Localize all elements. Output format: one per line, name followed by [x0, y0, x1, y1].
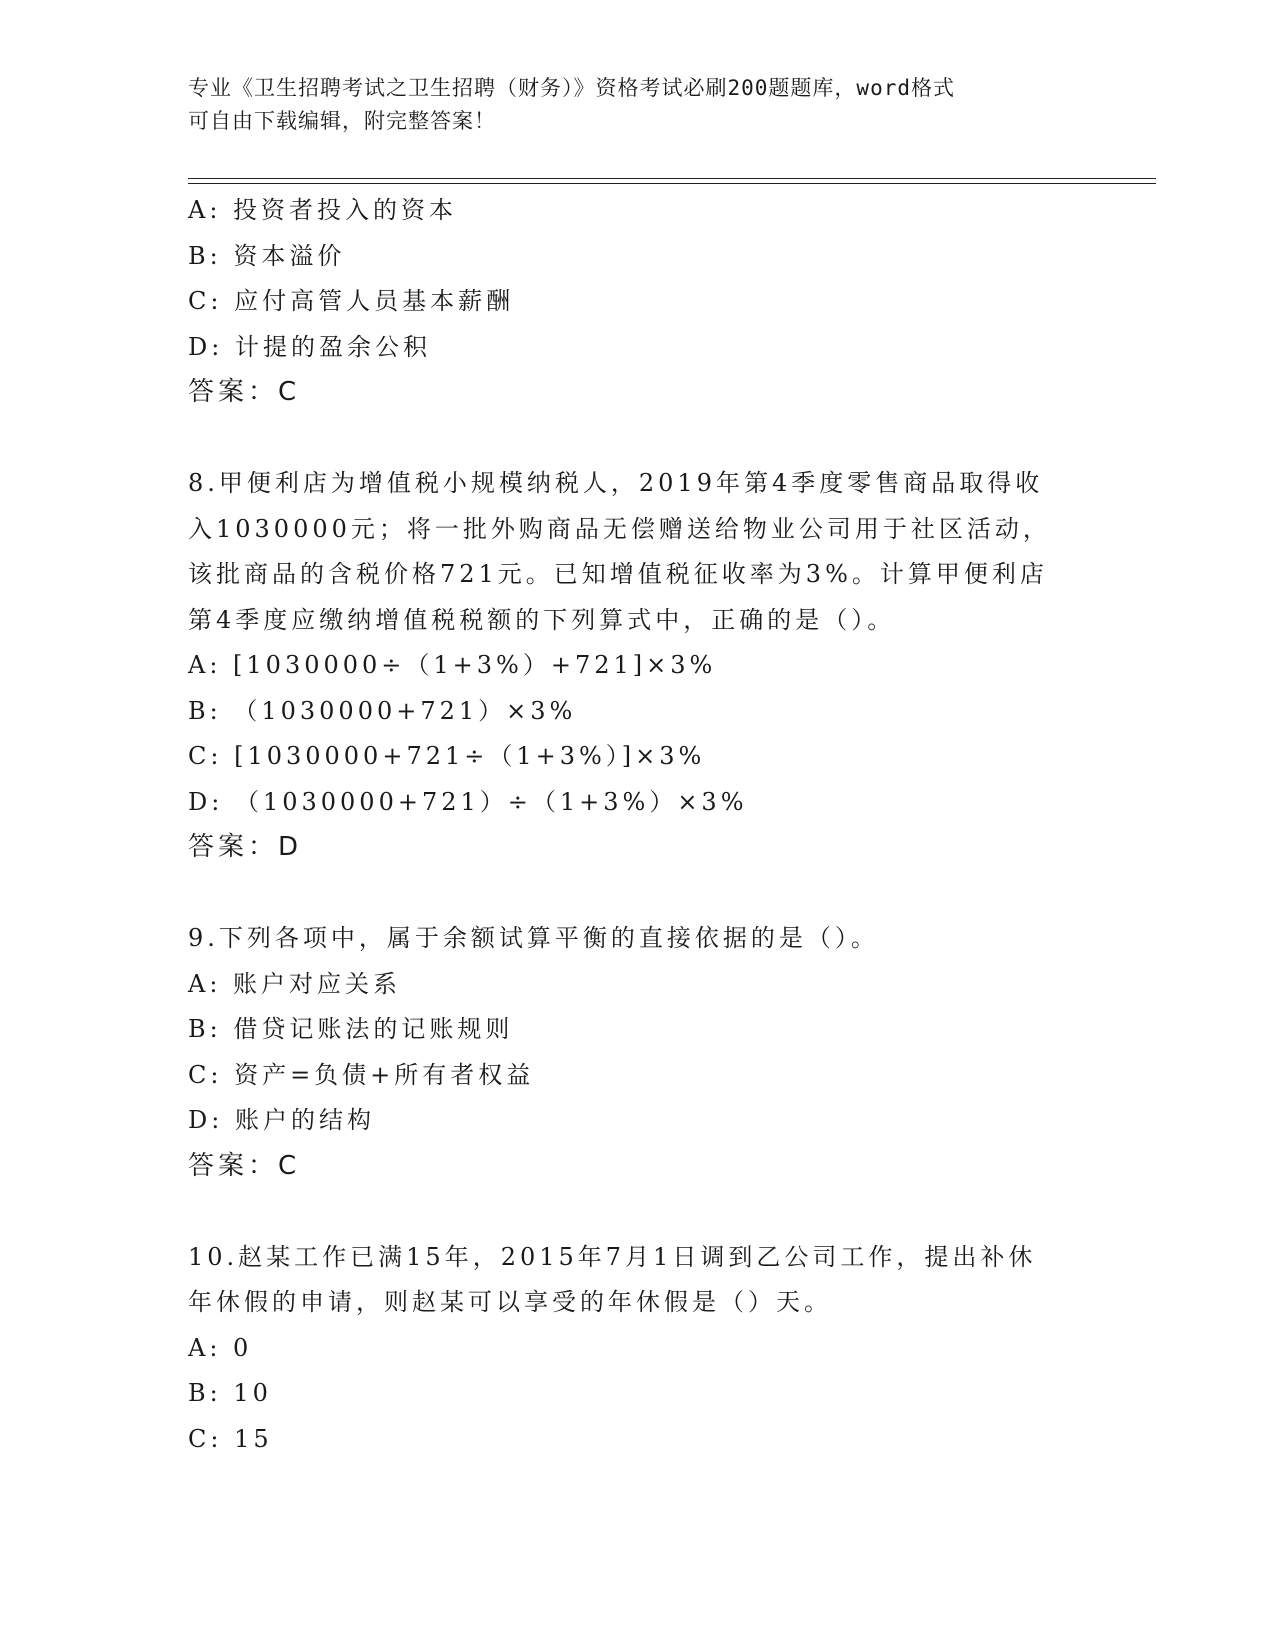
answer: 答案：C	[188, 377, 301, 407]
question-text-line: 该批商品的含税价格721元。已知增值税征收率为3%。计算甲便利店	[188, 560, 1048, 588]
question-7-options	[188, 188, 1088, 416]
option-d: D: （1030000+721）÷（1+3%）×3%	[188, 787, 748, 816]
option-c: C: 15	[188, 1424, 273, 1453]
document-header	[188, 72, 1068, 138]
question-text-line: 9.下列各项中，属于余额试算平衡的直接依据的是（）。	[188, 924, 879, 952]
question-content	[188, 188, 1088, 1462]
question-text-line: 第4季度应缴纳增值税税额的下列算式中，正确的是（）。	[188, 605, 896, 634]
header-divider-bottom	[188, 183, 1156, 184]
option-b: B: （1030000+721）×3%	[188, 696, 577, 725]
question-10	[188, 1235, 1088, 1463]
option-c: C: 资产=负债+所有者权益	[188, 1060, 535, 1089]
header-title-line-1: 专业《卫生招聘考试之卫生招聘（财务）》资格考试必刷200题题库，word格式	[188, 76, 955, 100]
question-text-line: 入1030000元；将一批外购商品无偿赠送给物业公司用于社区活动，	[188, 514, 1051, 543]
header-divider-top	[188, 178, 1156, 179]
option-a: A: 0	[188, 1333, 253, 1362]
option-b: B: 借贷记账法的记账规则	[188, 1015, 514, 1043]
option-a: A: [1030000÷（1+3%）+721]×3%	[188, 651, 717, 679]
option-d: D: 账户的结构	[188, 1106, 375, 1134]
question-8	[188, 461, 1088, 871]
question-text-line: 10.赵某工作已满15年，2015年7月1日调到乙公司工作，提出补休	[188, 1242, 1037, 1271]
option-a: A: 投资者投入的资本	[188, 196, 458, 224]
answer: 答案：C	[188, 1150, 301, 1181]
option-b: B: 资本溢价	[188, 241, 346, 270]
question-text-line: 8.甲便利店为增值税小规模纳税人，2019年第4季度零售商品取得收	[188, 469, 1044, 497]
answer: 答案：D	[188, 832, 303, 862]
question-9	[188, 916, 1088, 1189]
spacer	[188, 416, 1088, 462]
option-a: A: 账户对应关系	[188, 969, 402, 998]
option-b: B: 10	[188, 1379, 272, 1407]
option-c: C: 应付高管人员基本薪酬	[188, 287, 515, 315]
spacer	[188, 871, 1088, 917]
header-title-line-2: 可自由下载编辑，附完整答案！	[188, 109, 496, 133]
question-text-line: 年休假的申请，则赵某可以享受的年休假是（）天。	[188, 1288, 832, 1316]
spacer	[188, 1189, 1088, 1235]
option-c: C: [1030000+721÷（1+3%）]×3%	[188, 742, 706, 770]
option-d: D: 计提的盈余公积	[188, 332, 431, 361]
